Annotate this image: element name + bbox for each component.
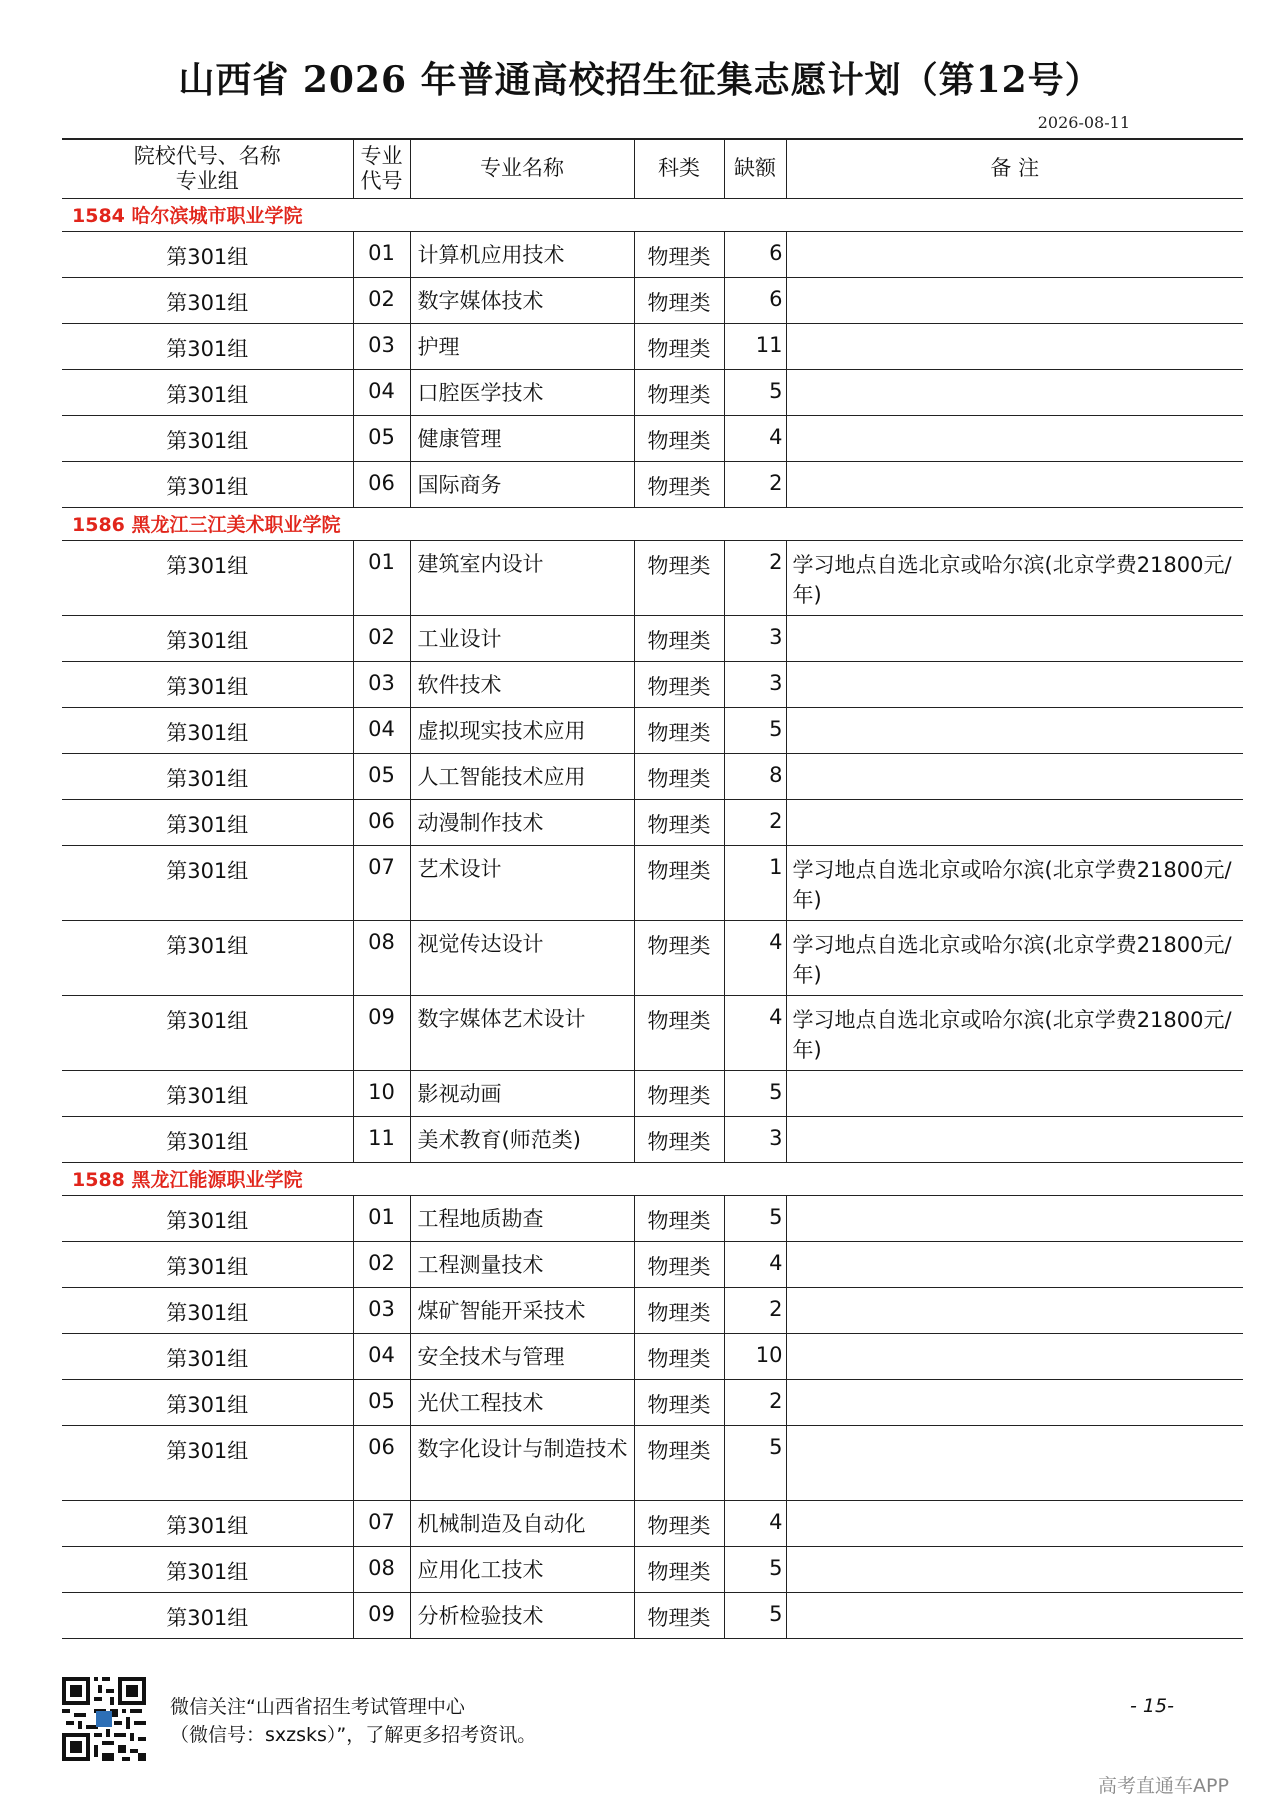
group-cell: 第301组 — [62, 615, 353, 661]
remark-cell: 学习地点自选北京或哈尔滨(北京学费21800元/年) — [786, 845, 1243, 920]
remark-cell — [786, 277, 1243, 323]
major-code-cell: 06 — [353, 1425, 410, 1500]
major-name-cell: 建筑室内设计 — [410, 540, 634, 615]
table-header-row — [62, 139, 1243, 198]
table-row — [62, 845, 1243, 920]
group-cell: 第301组 — [62, 995, 353, 1070]
remark-cell — [786, 1425, 1243, 1500]
group-cell: 第301组 — [62, 707, 353, 753]
vacancy-cell: 6 — [724, 277, 786, 323]
group-cell: 第301组 — [62, 1333, 353, 1379]
major-code-cell: 05 — [353, 753, 410, 799]
category-cell: 物理类 — [634, 753, 724, 799]
category-cell: 物理类 — [634, 277, 724, 323]
group-cell: 第301组 — [62, 231, 353, 277]
major-code-cell: 04 — [353, 1333, 410, 1379]
school-name: 1584 哈尔滨城市职业学院 — [62, 198, 1243, 231]
table-row — [62, 799, 1243, 845]
wechat-notice-line1: 微信关注“山西省招生考试管理中心 — [170, 1696, 465, 1718]
category-cell: 物理类 — [634, 1116, 724, 1162]
vacancy-cell: 6 — [724, 231, 786, 277]
header-category: 科类 — [634, 139, 724, 198]
vacancy-cell: 3 — [724, 615, 786, 661]
category-cell: 物理类 — [634, 231, 724, 277]
major-code-cell: 06 — [353, 799, 410, 845]
group-cell: 第301组 — [62, 540, 353, 615]
remark-cell — [786, 369, 1243, 415]
table-row — [62, 707, 1243, 753]
category-cell: 物理类 — [634, 461, 724, 507]
group-cell: 第301组 — [62, 845, 353, 920]
major-name-cell: 数字媒体技术 — [410, 277, 634, 323]
group-cell: 第301组 — [62, 1592, 353, 1638]
major-name-cell: 机械制造及自动化 — [410, 1500, 634, 1546]
major-code-cell: 08 — [353, 920, 410, 995]
major-code-cell: 03 — [353, 1287, 410, 1333]
category-cell: 物理类 — [634, 1287, 724, 1333]
vacancy-cell: 1 — [724, 845, 786, 920]
school-section-row — [62, 507, 1243, 540]
major-code-cell: 07 — [353, 1500, 410, 1546]
table-row — [62, 540, 1243, 615]
category-cell: 物理类 — [634, 1425, 724, 1500]
table-row — [62, 1500, 1243, 1546]
vacancy-cell: 5 — [724, 1070, 786, 1116]
group-cell: 第301组 — [62, 1195, 353, 1241]
vacancy-cell: 2 — [724, 461, 786, 507]
remark-cell — [786, 1592, 1243, 1638]
remark-cell — [786, 753, 1243, 799]
remark-cell — [786, 323, 1243, 369]
remark-cell: 学习地点自选北京或哈尔滨(北京学费21800元/年) — [786, 920, 1243, 995]
group-cell: 第301组 — [62, 277, 353, 323]
table-row — [62, 1287, 1243, 1333]
group-cell: 第301组 — [62, 369, 353, 415]
major-name-cell: 口腔医学技术 — [410, 369, 634, 415]
major-name-cell: 安全技术与管理 — [410, 1333, 634, 1379]
page-title: 山西省 2026 年普通高校招生征集志愿计划（第12号） — [178, 59, 1102, 101]
major-code-cell: 04 — [353, 369, 410, 415]
major-name-cell: 人工智能技术应用 — [410, 753, 634, 799]
plan-table — [62, 138, 1243, 1639]
header-remark: 备 注 — [786, 139, 1243, 198]
table-row — [62, 995, 1243, 1070]
vacancy-cell: 10 — [724, 1333, 786, 1379]
major-name-cell: 国际商务 — [410, 461, 634, 507]
group-cell: 第301组 — [62, 1070, 353, 1116]
table-row — [62, 1592, 1243, 1638]
major-name-cell: 视觉传达设计 — [410, 920, 634, 995]
table-row — [62, 1546, 1243, 1592]
vacancy-cell: 2 — [724, 799, 786, 845]
vacancy-cell: 2 — [724, 1379, 786, 1425]
header-vacancy: 缺额 — [724, 139, 786, 198]
remark-cell — [786, 415, 1243, 461]
table-row — [62, 461, 1243, 507]
header-major-code: 专业 代号 — [353, 139, 410, 198]
remark-cell — [786, 1116, 1243, 1162]
major-code-cell: 10 — [353, 1070, 410, 1116]
table-row — [62, 415, 1243, 461]
table-row — [62, 1379, 1243, 1425]
category-cell: 物理类 — [634, 323, 724, 369]
vacancy-cell: 3 — [724, 661, 786, 707]
header-major-name: 专业名称 — [410, 139, 634, 198]
major-code-cell: 02 — [353, 615, 410, 661]
category-cell: 物理类 — [634, 1592, 724, 1638]
major-name-cell: 影视动画 — [410, 1070, 634, 1116]
category-cell: 物理类 — [634, 1546, 724, 1592]
remark-cell: 学习地点自选北京或哈尔滨(北京学费21800元/年) — [786, 540, 1243, 615]
remark-cell — [786, 1241, 1243, 1287]
table-row — [62, 1425, 1243, 1500]
category-cell: 物理类 — [634, 1333, 724, 1379]
vacancy-cell: 4 — [724, 920, 786, 995]
category-cell: 物理类 — [634, 799, 724, 845]
major-code-cell: 05 — [353, 415, 410, 461]
vacancy-cell: 5 — [724, 1546, 786, 1592]
vacancy-cell: 11 — [724, 323, 786, 369]
category-cell: 物理类 — [634, 1379, 724, 1425]
major-name-cell: 数字化设计与制造技术 — [410, 1425, 634, 1500]
school-section-row — [62, 198, 1243, 231]
vacancy-cell: 3 — [724, 1116, 786, 1162]
major-name-cell: 工程测量技术 — [410, 1241, 634, 1287]
vacancy-cell: 2 — [724, 1287, 786, 1333]
category-cell: 物理类 — [634, 1500, 724, 1546]
major-code-cell: 02 — [353, 1241, 410, 1287]
table-row — [62, 369, 1243, 415]
group-cell: 第301组 — [62, 461, 353, 507]
vacancy-cell: 4 — [724, 415, 786, 461]
remark-cell — [786, 1546, 1243, 1592]
major-name-cell: 工业设计 — [410, 615, 634, 661]
category-cell: 物理类 — [634, 1241, 724, 1287]
category-cell: 物理类 — [634, 661, 724, 707]
major-code-cell: 02 — [353, 277, 410, 323]
category-cell: 物理类 — [634, 1195, 724, 1241]
group-cell: 第301组 — [62, 323, 353, 369]
major-code-cell: 05 — [353, 1379, 410, 1425]
table-row — [62, 323, 1243, 369]
major-name-cell: 动漫制作技术 — [410, 799, 634, 845]
vacancy-cell: 5 — [724, 1592, 786, 1638]
group-cell: 第301组 — [62, 799, 353, 845]
major-code-cell: 03 — [353, 323, 410, 369]
major-code-cell: 01 — [353, 540, 410, 615]
school-name: 1586 黑龙江三江美术职业学院 — [62, 507, 1243, 540]
major-name-cell: 艺术设计 — [410, 845, 634, 920]
remark-cell — [786, 615, 1243, 661]
table-row — [62, 661, 1243, 707]
vacancy-cell: 5 — [724, 1425, 786, 1500]
group-cell: 第301组 — [62, 1425, 353, 1500]
remark-cell — [786, 1287, 1243, 1333]
wechat-notice-line2: （微信号：sxzsks）”，了解更多招考资讯。 — [170, 1724, 537, 1746]
major-code-cell: 04 — [353, 707, 410, 753]
major-code-cell: 09 — [353, 995, 410, 1070]
remark-cell — [786, 661, 1243, 707]
remark-cell — [786, 1195, 1243, 1241]
group-cell: 第301组 — [62, 1500, 353, 1546]
watermark: 高考直通车APP — [1098, 1775, 1229, 1797]
remark-cell — [786, 1500, 1243, 1546]
major-name-cell: 煤矿智能开采技术 — [410, 1287, 634, 1333]
group-cell: 第301组 — [62, 1241, 353, 1287]
major-code-cell: 11 — [353, 1116, 410, 1162]
vacancy-cell: 5 — [724, 1195, 786, 1241]
category-cell: 物理类 — [634, 845, 724, 920]
vacancy-cell: 5 — [724, 369, 786, 415]
table-row — [62, 920, 1243, 995]
table-row — [62, 277, 1243, 323]
table-row — [62, 1070, 1243, 1116]
group-cell: 第301组 — [62, 1379, 353, 1425]
plan-table-container — [62, 138, 1243, 1639]
major-code-cell: 03 — [353, 661, 410, 707]
major-name-cell: 美术教育(师范类) — [410, 1116, 634, 1162]
vacancy-cell: 5 — [724, 707, 786, 753]
group-cell: 第301组 — [62, 1546, 353, 1592]
table-row — [62, 1116, 1243, 1162]
table-row — [62, 1333, 1243, 1379]
major-name-cell: 虚拟现实技术应用 — [410, 707, 634, 753]
category-cell: 物理类 — [634, 615, 724, 661]
vacancy-cell: 4 — [724, 1241, 786, 1287]
table-row — [62, 753, 1243, 799]
page-number: - 15- — [1130, 1695, 1174, 1717]
qr-code-icon — [62, 1677, 146, 1761]
group-cell: 第301组 — [62, 1116, 353, 1162]
major-code-cell: 01 — [353, 1195, 410, 1241]
remark-cell — [786, 799, 1243, 845]
table-row — [62, 615, 1243, 661]
major-name-cell: 应用化工技术 — [410, 1546, 634, 1592]
major-code-cell: 09 — [353, 1592, 410, 1638]
major-name-cell: 护理 — [410, 323, 634, 369]
remark-cell — [786, 461, 1243, 507]
remark-cell — [786, 707, 1243, 753]
publish-date: 2026-08-11 — [1037, 113, 1130, 132]
major-code-cell: 08 — [353, 1546, 410, 1592]
table-row — [62, 1195, 1243, 1241]
major-code-cell: 07 — [353, 845, 410, 920]
group-cell: 第301组 — [62, 753, 353, 799]
category-cell: 物理类 — [634, 415, 724, 461]
major-name-cell: 数字媒体艺术设计 — [410, 995, 634, 1070]
category-cell: 物理类 — [634, 1070, 724, 1116]
vacancy-cell: 2 — [724, 540, 786, 615]
group-cell: 第301组 — [62, 661, 353, 707]
major-name-cell: 健康管理 — [410, 415, 634, 461]
category-cell: 物理类 — [634, 707, 724, 753]
vacancy-cell: 4 — [724, 1500, 786, 1546]
group-cell: 第301组 — [62, 920, 353, 995]
remark-cell: 学习地点自选北京或哈尔滨(北京学费21800元/年) — [786, 995, 1243, 1070]
remark-cell — [786, 1333, 1243, 1379]
major-name-cell: 光伏工程技术 — [410, 1379, 634, 1425]
table-row — [62, 1241, 1243, 1287]
group-cell: 第301组 — [62, 415, 353, 461]
header-school: 院校代号、名称 专业组 — [62, 139, 353, 198]
major-name-cell: 软件技术 — [410, 661, 634, 707]
major-name-cell: 分析检验技术 — [410, 1592, 634, 1638]
major-name-cell: 计算机应用技术 — [410, 231, 634, 277]
major-code-cell: 01 — [353, 231, 410, 277]
major-name-cell: 工程地质勘查 — [410, 1195, 634, 1241]
vacancy-cell: 8 — [724, 753, 786, 799]
table-body — [62, 198, 1243, 1638]
category-cell: 物理类 — [634, 540, 724, 615]
school-name: 1588 黑龙江能源职业学院 — [62, 1162, 1243, 1195]
remark-cell — [786, 1379, 1243, 1425]
table-row — [62, 231, 1243, 277]
school-section-row — [62, 1162, 1243, 1195]
major-code-cell: 06 — [353, 461, 410, 507]
vacancy-cell: 4 — [724, 995, 786, 1070]
category-cell: 物理类 — [634, 995, 724, 1070]
category-cell: 物理类 — [634, 920, 724, 995]
remark-cell — [786, 231, 1243, 277]
group-cell: 第301组 — [62, 1287, 353, 1333]
remark-cell — [786, 1070, 1243, 1116]
category-cell: 物理类 — [634, 369, 724, 415]
